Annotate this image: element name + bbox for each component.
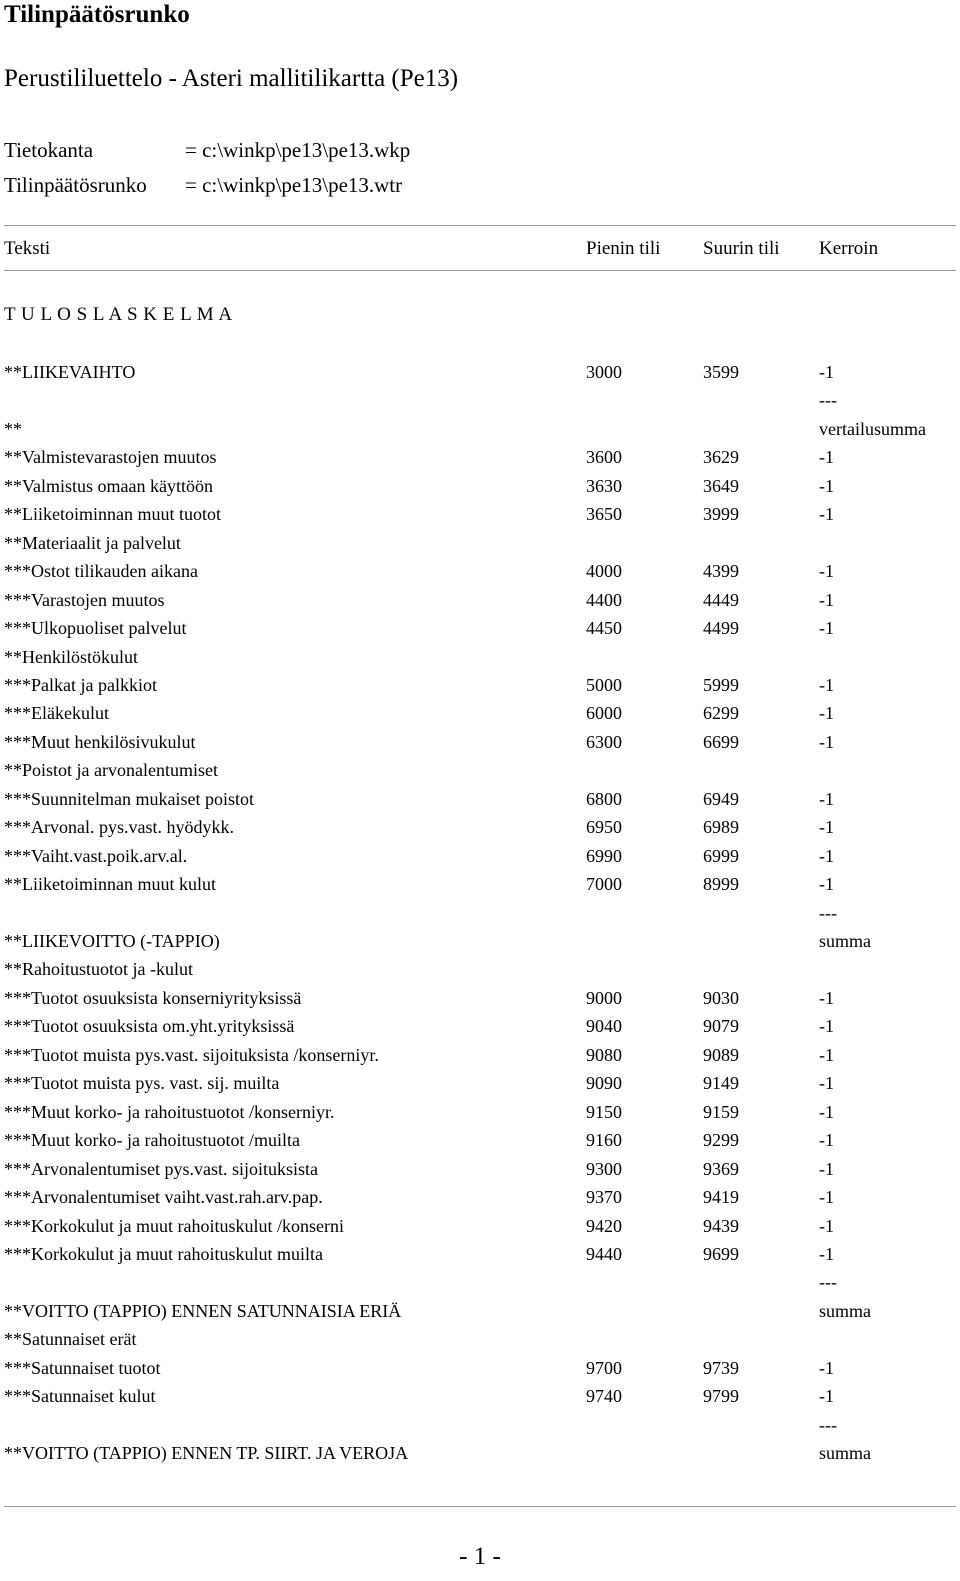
row-max-account: 6949	[703, 788, 739, 809]
table-row	[0, 445, 960, 469]
row-coefficient: -1	[819, 561, 834, 582]
row-text: **Henkilöstökulut	[4, 646, 138, 667]
row-coefficient: -1	[819, 475, 834, 496]
row-coefficient: -1	[819, 731, 834, 752]
row-min-account: 9300	[586, 1158, 622, 1179]
row-text: ***Satunnaiset tuotot	[4, 1357, 161, 1378]
row-coefficient: -1	[819, 1130, 834, 1151]
row-max-account: 9799	[703, 1386, 739, 1407]
table-row	[0, 388, 960, 412]
row-text: ***Varastojen muutos	[4, 589, 165, 610]
row-min-account: 6300	[586, 731, 622, 752]
row-coefficient: -1	[819, 1357, 834, 1378]
table-row	[0, 1214, 960, 1238]
row-min-account: 4450	[586, 618, 622, 639]
row-coefficient: vertailusumma	[819, 418, 926, 439]
meta-label-framework: Tilinpäätösrunko	[4, 173, 147, 197]
row-text: ***Arvonalentumiset pys.vast. sijoituksista	[4, 1158, 318, 1179]
table-row	[0, 929, 960, 953]
row-min-account: 4000	[586, 561, 622, 582]
row-min-account: 9090	[586, 1073, 622, 1094]
row-text: **Liiketoiminnan muut kulut	[4, 874, 216, 895]
table-row	[0, 758, 960, 782]
row-text: ***Tuotot osuuksista konserniyrityksissä	[4, 987, 302, 1008]
document-subtitle: Perustililuettelo - Asteri mallitilikartta (Pe13)	[4, 65, 459, 92]
row-min-account: 6000	[586, 703, 622, 724]
row-min-account: 3600	[586, 447, 622, 468]
row-text: **VOITTO (TAPPIO) ENNEN TP. SIIRT. JA VEROJA	[4, 1443, 409, 1464]
row-coefficient: -1	[819, 1243, 834, 1264]
row-text: **VOITTO (TAPPIO) ENNEN SATUNNAISIA ERIÄ	[4, 1300, 402, 1321]
table-row	[0, 1356, 960, 1380]
row-max-account: 4499	[703, 618, 739, 639]
row-coefficient: -1	[819, 618, 834, 639]
row-max-account: 9439	[703, 1215, 739, 1236]
row-coefficient: ---	[819, 1272, 837, 1293]
row-min-account: 7000	[586, 874, 622, 895]
column-header-min-account: Pienin tili	[586, 238, 661, 259]
table-row	[0, 1071, 960, 1095]
row-max-account: 6699	[703, 731, 739, 752]
row-max-account: 5999	[703, 674, 739, 695]
row-coefficient: -1	[819, 504, 834, 525]
row-min-account: 9420	[586, 1215, 622, 1236]
table-row	[0, 1384, 960, 1408]
row-max-account: 9079	[703, 1016, 739, 1037]
row-coefficient: -1	[819, 1158, 834, 1179]
table-row	[0, 1157, 960, 1181]
row-coefficient: -1	[819, 362, 834, 382]
row-max-account: 3649	[703, 475, 739, 496]
table-row	[0, 531, 960, 555]
table-row	[0, 1242, 960, 1266]
row-coefficient: -1	[819, 1044, 834, 1065]
row-max-account: 9419	[703, 1187, 739, 1208]
row-text: ***Suunnitelman mukaiset poistot	[4, 788, 254, 809]
row-coefficient: -1	[819, 1073, 834, 1094]
row-text: **Liiketoiminnan muut tuotot	[4, 504, 221, 525]
table-row	[0, 1327, 960, 1351]
table-row	[0, 901, 960, 925]
row-min-account: 9700	[586, 1357, 622, 1378]
row-min-account: 6800	[586, 788, 622, 809]
row-min-account: 6990	[586, 845, 622, 866]
row-max-account: 6299	[703, 703, 739, 724]
row-coefficient: summa	[819, 1443, 871, 1464]
row-text: **	[4, 418, 22, 439]
document-title: Tilinpäätösrunko	[4, 1, 190, 28]
table-row	[0, 502, 960, 526]
row-max-account: 4449	[703, 589, 739, 610]
column-header-text: Teksti	[4, 238, 51, 259]
row-max-account: 3629	[703, 447, 739, 468]
row-text: ***Muut korko- ja rahoitustuotot /konserniyr.	[4, 1101, 335, 1122]
row-coefficient: -1	[819, 1101, 834, 1122]
row-coefficient: -1	[819, 1215, 834, 1236]
row-text: ***Palkat ja palkkiot	[4, 674, 157, 695]
row-min-account: 9150	[586, 1101, 622, 1122]
row-min-account: 3000	[586, 362, 622, 382]
table-row	[0, 1043, 960, 1067]
row-text: ***Muut henkilösivukulut	[4, 731, 196, 752]
table-row	[0, 1185, 960, 1209]
row-text: ***Arvonal. pys.vast. hyödykk.	[4, 817, 234, 838]
row-max-account: 3599	[703, 362, 739, 382]
table-row	[0, 360, 960, 384]
row-min-account: 6950	[586, 817, 622, 838]
table-row	[0, 957, 960, 981]
table-row	[0, 701, 960, 725]
row-max-account: 9089	[703, 1044, 739, 1065]
table-row	[0, 417, 960, 441]
row-text: **Poistot ja arvonalentumiset	[4, 760, 218, 781]
row-text: ***Satunnaiset kulut	[4, 1386, 156, 1407]
row-text: **Satunnaiset erät	[4, 1329, 137, 1350]
row-text: ***Korkokulut ja muut rahoituskulut muilta	[4, 1243, 323, 1264]
row-min-account: 9080	[586, 1044, 622, 1065]
table-row	[0, 645, 960, 669]
row-min-account: 4400	[586, 589, 622, 610]
row-min-account: 9740	[586, 1386, 622, 1407]
row-coefficient: -1	[819, 987, 834, 1008]
row-max-account: 9149	[703, 1073, 739, 1094]
row-text: ***Korkokulut ja muut rahoituskulut /konserni	[4, 1215, 344, 1236]
row-text: **LIIKEVAIHTO	[4, 362, 136, 382]
row-coefficient: ---	[819, 1414, 837, 1435]
section-heading: T U L O S L A S K E L M A	[4, 304, 233, 325]
row-text: ***Ulkopuoliset palvelut	[4, 618, 187, 639]
row-coefficient: -1	[819, 703, 834, 724]
table-row	[0, 1100, 960, 1124]
row-text: ***Muut korko- ja rahoitustuotot /muilta	[4, 1130, 300, 1151]
table-row	[0, 872, 960, 896]
page-number: - 1 -	[459, 1543, 501, 1570]
row-text: ***Tuotot muista pys. vast. sij. muilta	[4, 1073, 280, 1094]
row-text: ***Arvonalentumiset vaiht.vast.rah.arv.pap.	[4, 1187, 323, 1208]
footer-rule	[4, 1506, 956, 1507]
row-max-account: 9739	[703, 1357, 739, 1378]
row-coefficient: -1	[819, 788, 834, 809]
row-text: **LIIKEVOITTO (-TAPPIO)	[4, 931, 220, 951]
row-text: ***Eläkekulut	[4, 703, 109, 724]
row-text: ***Tuotot muista pys.vast. sijoituksista /konserniyr.	[4, 1044, 379, 1065]
table-row	[0, 730, 960, 754]
row-max-account: 8999	[703, 874, 739, 895]
table-row	[0, 588, 960, 612]
row-max-account: 6989	[703, 817, 739, 838]
row-max-account: 9299	[703, 1130, 739, 1151]
row-text: ***Tuotot osuuksista om.yht.yrityksissä	[4, 1016, 295, 1037]
row-min-account: 9000	[586, 987, 622, 1008]
row-coefficient: -1	[819, 874, 834, 895]
row-text: ***Ostot tilikauden aikana	[4, 561, 198, 582]
row-max-account: 9159	[703, 1101, 739, 1122]
row-text: **Valmistevarastojen muutos	[4, 447, 217, 468]
table-row	[0, 616, 960, 640]
table-row	[0, 787, 960, 811]
column-header-max-account: Suurin tili	[703, 238, 780, 259]
row-max-account: 9699	[703, 1243, 739, 1264]
row-coefficient: ---	[819, 902, 837, 923]
table-row	[0, 1413, 960, 1437]
row-coefficient: -1	[819, 1386, 834, 1407]
row-coefficient: -1	[819, 817, 834, 838]
table-row	[0, 986, 960, 1010]
row-coefficient: -1	[819, 845, 834, 866]
row-min-account: 3650	[586, 504, 622, 525]
row-text: ***Vaiht.vast.poik.arv.al.	[4, 845, 188, 866]
row-text: **Rahoitustuotot ja -kulut	[4, 959, 193, 980]
column-header-coefficient: Kerroin	[819, 238, 879, 259]
table-row	[0, 673, 960, 697]
table-row	[0, 474, 960, 498]
table-row	[0, 1299, 960, 1323]
row-min-account: 9370	[586, 1187, 622, 1208]
table-row	[0, 1441, 960, 1465]
row-max-account: 4399	[703, 561, 739, 582]
row-coefficient: -1	[819, 1016, 834, 1037]
row-min-account: 5000	[586, 674, 622, 695]
row-coefficient: summa	[819, 931, 871, 951]
meta-value-framework: = c:\winkp\pe13\pe13.wtr	[185, 173, 403, 197]
row-coefficient: ---	[819, 390, 837, 411]
meta-label-database: Tietokanta	[4, 138, 94, 162]
table-row	[0, 1014, 960, 1038]
table-row	[0, 1128, 960, 1152]
table-row	[0, 1270, 960, 1294]
row-min-account: 9040	[586, 1016, 622, 1037]
row-text: **Valmistus omaan käyttöön	[4, 475, 213, 496]
table-row	[0, 844, 960, 868]
table-row	[0, 815, 960, 839]
row-coefficient: -1	[819, 1187, 834, 1208]
meta-value-database: = c:\winkp\pe13\pe13.wkp	[185, 138, 411, 162]
row-coefficient: -1	[819, 447, 834, 468]
row-max-account: 3999	[703, 504, 739, 525]
row-coefficient: -1	[819, 674, 834, 695]
row-min-account: 9160	[586, 1130, 622, 1151]
row-max-account: 9030	[703, 987, 739, 1008]
row-max-account: 9369	[703, 1158, 739, 1179]
table-row	[0, 559, 960, 583]
row-max-account: 6999	[703, 845, 739, 866]
row-min-account: 9440	[586, 1243, 622, 1264]
row-coefficient: summa	[819, 1300, 871, 1321]
row-text: **Materiaalit ja palvelut	[4, 532, 181, 553]
row-min-account: 3630	[586, 475, 622, 496]
row-coefficient: -1	[819, 589, 834, 610]
